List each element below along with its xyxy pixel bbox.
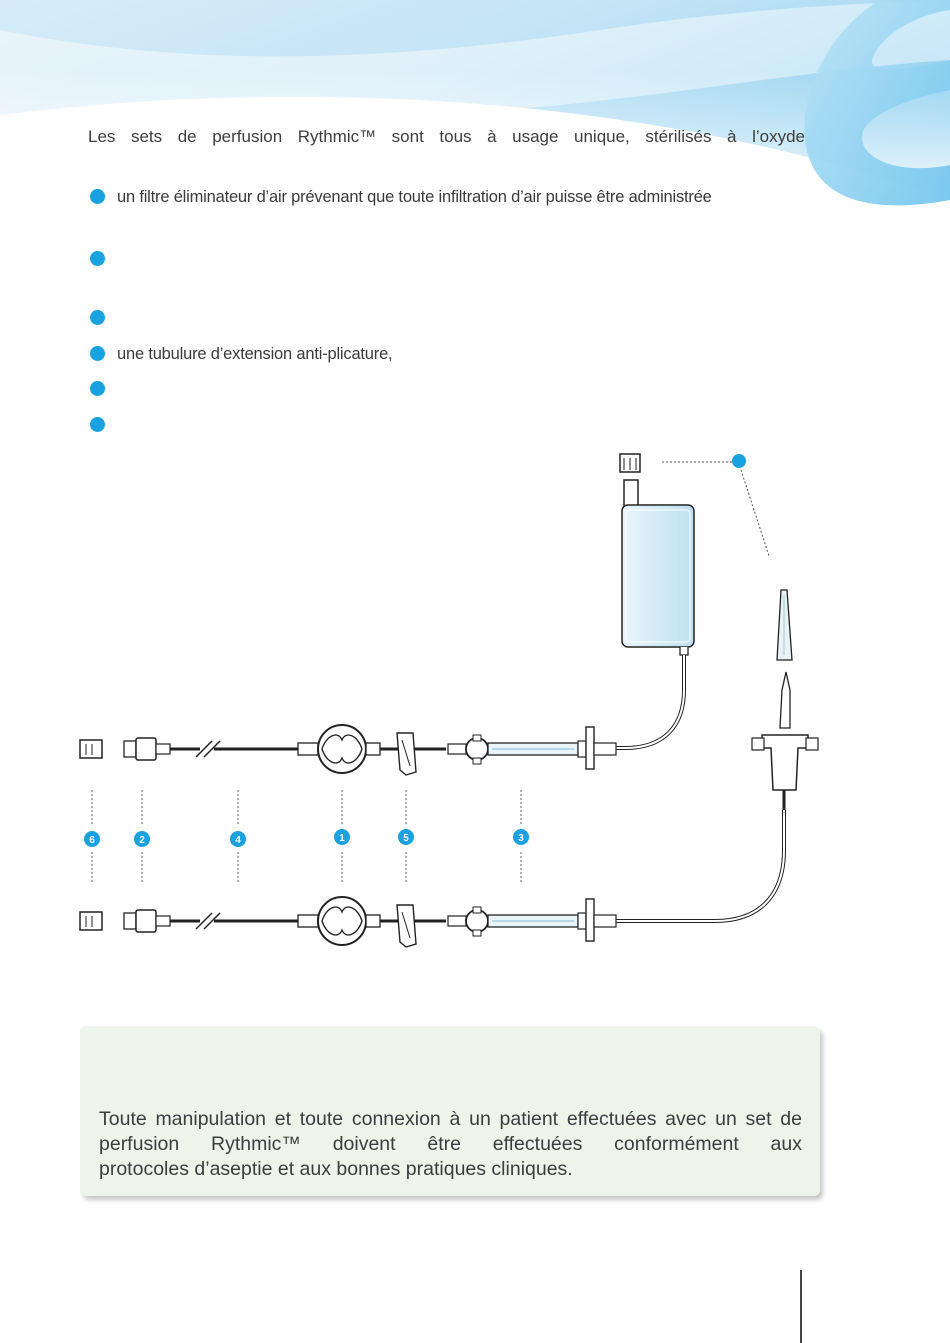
infusion-set-diagram: [0, 440, 950, 1000]
svg-text:2: 2: [139, 835, 145, 846]
bullet-dot-icon: [90, 381, 105, 396]
svg-text:6: 6: [89, 835, 95, 846]
svg-text:3: 3: [518, 833, 524, 844]
page-divider: [800, 1270, 802, 1343]
infusion-bag-icon: [615, 480, 694, 748]
note-line-2: protocoles d’aseptie et aux bonnes pratiques cliniques.: [99, 1158, 573, 1180]
note-box: [80, 1026, 820, 1196]
intro-paragraph: Les sets de perfusion Rythmic™ sont tous à usage unique, stérilisés à l’oxyde: [88, 127, 805, 146]
callout-guide-lines: [92, 790, 521, 882]
callout-3: [513, 829, 529, 845]
callout-6: [84, 831, 100, 847]
callout-2: [134, 831, 150, 847]
bullet-item: [90, 185, 850, 209]
svg-text:5: 5: [403, 833, 409, 844]
note-text: [99, 1107, 802, 1182]
bullet-text: un filtre éliminateur d’air prévenant que toute infiltration d’air puisse être administrée: [117, 188, 712, 206]
note-line-1: Toute manipulation et toute connexion à un patient effectuées avec un set de perfusion Rythmic™ doivent être effectuées conformément aux: [99, 1108, 802, 1155]
bullet-dot-icon: [90, 417, 105, 432]
callout-4: [230, 831, 246, 847]
svg-text:1: 1: [339, 833, 345, 844]
bullet-item: [90, 377, 850, 401]
callout-5: [398, 829, 414, 845]
bullet-dot-icon: [90, 346, 105, 361]
bullet-item: [90, 306, 850, 330]
bag-cap-icon: [620, 454, 640, 472]
bullet-item: [90, 413, 850, 437]
svg-text:4: 4: [235, 835, 241, 846]
bullet-dot-icon: [90, 251, 105, 266]
lower-infusion-line: [80, 897, 616, 947]
bullet-dot-icon: [90, 189, 105, 204]
upper-infusion-line: [80, 725, 616, 775]
callout-dot-icon: [732, 454, 746, 468]
bullet-item: [90, 342, 850, 366]
bullet-dot-icon: [90, 310, 105, 325]
bullet-text: une tubulure d’extension anti-plicature,: [117, 345, 393, 363]
callout-1: [334, 829, 350, 845]
bullet-item: [90, 247, 850, 271]
